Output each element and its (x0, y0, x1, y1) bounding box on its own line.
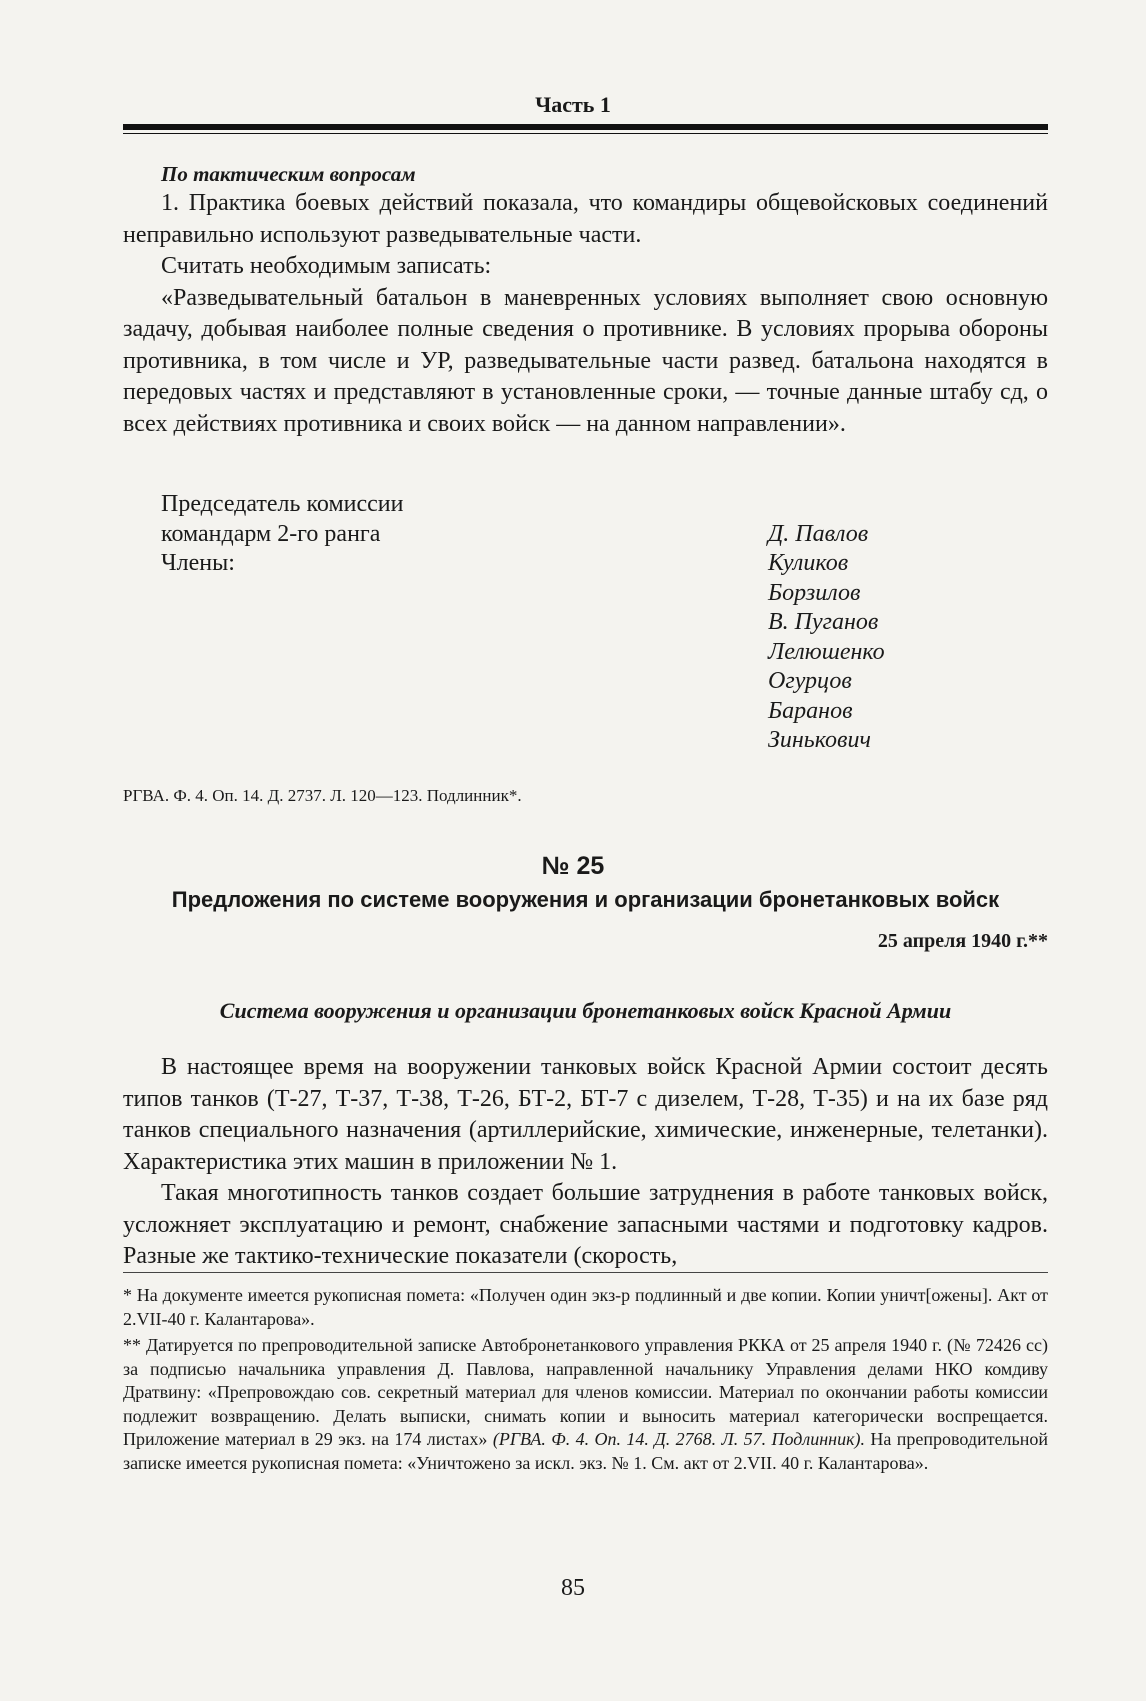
intro-paragraph-3: «Разведывательный батальон в маневренных условиях выполняет свою основную задачу, добывая наиболее полные сведения о противнике. В условиях прорыва обороны противника, в том числе и УР, разведывательные части развед. батальона находятся в передовых частях и представляют в установленные сроки, — точные данные штабу сд, о всех действиях противника и своих войск — на данном направлении». (123, 284, 1048, 437)
member-name: Борзилов (768, 579, 861, 606)
document-paragraph-2: Такая многотипность танков создает большие затруднения в работе танковых войск, усложняет эксплуатацию и ремонт, снабжение запасными частями и подготовку кадров. Разные же тактико-технические показатели (скорость, (123, 1180, 1048, 1269)
footnote-2-source: (РГВА. Ф. 4. Оп. 14. Д. 2768. Л. 57. Подлинник). (492, 1429, 866, 1449)
page-number: 85 (561, 1575, 585, 1601)
archive-reference: РГВА. Ф. 4. Оп. 14. Д. 2737. Л. 120—123. Подлинник*. (123, 786, 522, 805)
running-header: Часть 1 (535, 92, 611, 117)
member-name: Зинькович (768, 727, 871, 753)
member-name: В. Пуганов (768, 609, 879, 635)
members-label: Члены: (161, 550, 235, 576)
footnote-1: * На документе имеется рукописная помета: «Получен один экз-р подлинный и две копии. Копии уничт[ожены]. Акт от 2.VII-40 г. Калантарова». (123, 1285, 1048, 1329)
header-rule-thin (123, 133, 1048, 134)
section-heading: По тактическим вопросам (161, 162, 416, 186)
chair-name: Д. Павлов (768, 520, 869, 547)
footnotes (123, 1284, 1048, 1478)
document-title: Предложения по системе вооружения и организации бронетанковых войск (171, 887, 1000, 912)
rank-label: командарм 2-го ранга (161, 520, 381, 547)
footnote-divider (123, 1272, 1048, 1273)
member-name: Лелюшенко (768, 638, 885, 665)
footnote-2-main: ** Датируется по препроводительной записке Автобронетанкового управления РККА от 25 апреля 1940 г. (№ 72426 сс) за подписью начальника управления Д. Павлова, направленной начальнику Управления делами НКО комдиву Дратвину: «Препровождаю сов. секретный материал для членов комиссии. Материал по окончании работы комиссии подлежит возвращению. Делать выписки, снимать копии и выносить материал категорически воспрещается. Приложение материал в 29 экз. на 174 листах» (123, 1335, 1048, 1449)
document-paragraph-1: В настоящее время на вооружении танковых войск Красной Армии состоит десять типов танков (Т-27, Т-37, Т-38, Т-26, БТ-2, БТ-7 с дизелем, Т-28, Т-35) и на их базе ряд танков специального назначения (артиллерийские, химические, инженерные, телетанки). Характеристика этих машин в приложении № 1. (123, 1054, 1048, 1175)
member-name: Баранов (768, 697, 853, 724)
intro-paragraph-2: Считать необходимым записать: (161, 253, 492, 279)
member-name: Куликов (768, 550, 849, 576)
document-number: № 25 (541, 852, 605, 880)
chair-label: Председатель комиссии (161, 491, 404, 517)
intro-paragraph-1: 1. Практика боевых действий показала, что командиры общевойсковых соединений неправильно используют разведывательные части. (123, 190, 1048, 248)
document-text (123, 1052, 1048, 1273)
member-name: Огурцов (768, 668, 852, 694)
footnote-2-end: На препроводительной записке имеется рукописная помета: «Уничтожено за искл. экз. № 1. См. акт от 2.VII. 40 г. Калантарова». (123, 1429, 1049, 1473)
document-date: 25 апреля 1940 г.** (877, 930, 1048, 952)
footnote-2 (123, 1334, 1048, 1475)
document-subtitle: Система вооружения и организации бронетанковых войск Красной Армии (219, 998, 952, 1023)
header-rule-thick (123, 124, 1048, 130)
intro-text (123, 188, 1048, 440)
